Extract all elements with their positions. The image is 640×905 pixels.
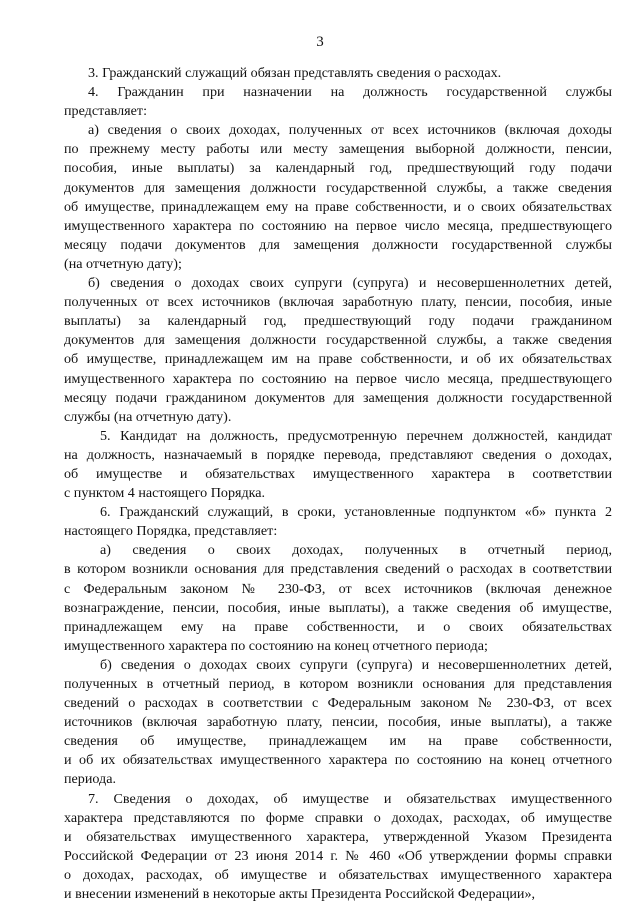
text-line: 5. Кандидат на должность, предусмотренную перечнем должностей, кандидат bbox=[100, 427, 612, 444]
paragraph bbox=[64, 427, 612, 503]
paragraph bbox=[64, 64, 612, 83]
text-line: на должность, назначаемый в порядке перевода, представляют сведения о доходах, bbox=[64, 446, 612, 463]
text-line: а) сведения о своих доходах, полученных от всех источников (включая доходы bbox=[88, 122, 612, 139]
text-line: имущественного характера по состоянию на первое число месяца, предшествующего bbox=[64, 370, 612, 387]
paragraph bbox=[64, 121, 612, 274]
text-line: имущественного характера по состоянию на первое число месяца, предшествующего bbox=[64, 217, 612, 234]
text-line: имущественного характера по состоянию на конец отчетного периода; bbox=[64, 637, 488, 654]
text-line: с Федеральным законом № 230-ФЗ, от всех источников (включая денежное bbox=[64, 580, 612, 597]
text-line: и внесении изменений в некоторые акты Президента Российской Федерации», bbox=[64, 886, 536, 903]
text-line: месяцу подачи гражданином документов для замещения должности государственной bbox=[64, 389, 612, 406]
text-line: и об их обязательствах имущественного характера по состоянию на конец отчетного bbox=[64, 752, 612, 769]
text-line: полученных в отчетный период, в котором возникли основания для представления bbox=[64, 676, 612, 692]
paragraph bbox=[64, 656, 612, 790]
text-line: службы (на отчетную дату). bbox=[64, 408, 232, 425]
text-line: сведения об имуществе, принадлежащем им на праве собственности, bbox=[64, 733, 612, 750]
text-line: б) сведения о доходах своих супруги (супруга) и несовершеннолетних детей, bbox=[100, 656, 612, 673]
text-line: документов для замещения должности государственной службы, а также сведения bbox=[64, 179, 612, 196]
text-line: пособия, иные выплаты) за календарный год, предшествующий году подачи bbox=[64, 160, 612, 177]
text-line: настоящего Порядка, представляет: bbox=[64, 523, 278, 540]
text-line: 4. Гражданин при назначении на должность государственной службы bbox=[88, 84, 612, 101]
paragraph bbox=[64, 541, 612, 656]
text-line: по прежнему месту работы или месту замещения выборной должности, пенсии, bbox=[64, 141, 612, 158]
text-line: в котором возникли основания для представления сведений о расходах в соответствии bbox=[64, 561, 612, 578]
text-line: с пунктом 4 настоящего Порядка. bbox=[64, 485, 266, 502]
text-line: Российской Федерации от 23 июня 2014 г. № 460 «Об утверждении формы справки bbox=[64, 847, 612, 864]
text-line: документов для замещения должности государственной службы, а также сведения bbox=[64, 332, 612, 349]
text-line: периода. bbox=[64, 771, 116, 788]
paragraph bbox=[64, 503, 612, 541]
text-line: источников (включая заработную плату, пенсии, пособия, иные выплаты), а также bbox=[64, 714, 612, 731]
text-line: а) сведения о своих доходах, полученных в отчетный период, bbox=[100, 542, 612, 559]
text-line: принадлежащем ему на праве собственности, и о своих обязательствах bbox=[64, 618, 612, 635]
document-body bbox=[64, 64, 612, 904]
paragraph bbox=[64, 790, 612, 905]
text-line: 3. Гражданский служащий обязан представлять сведения о расходах. bbox=[88, 65, 502, 81]
text-line: об имуществе, принадлежащем им на праве собственности, и об их обязательствах bbox=[64, 351, 612, 368]
text-line: об имуществе, принадлежащем ему на праве собственности, и о своих обязательствах bbox=[64, 198, 612, 215]
text-line: об имуществе и обязательствах имущественного характера в соответствии bbox=[64, 465, 612, 482]
paragraph bbox=[64, 274, 612, 427]
text-line: вознаграждение, пенсии, пособия, иные выплаты), а также сведения об имуществе, bbox=[64, 599, 612, 616]
text-line: характера представляются по форме справки о доходах, расходах, об имуществе bbox=[64, 809, 612, 826]
text-line: сведений о расходах в соответствии с Федеральным законом № 230-ФЗ, от всех bbox=[64, 695, 612, 712]
text-line: 6. Гражданский служащий, в сроки, установленные подпунктом «б» пункта 2 bbox=[100, 504, 612, 521]
text-line: и обязательствах имущественного характера, утвержденной Указом Президента bbox=[64, 828, 612, 845]
text-line: полученных от всех источников (включая заработную плату, пенсии, пособия, иные bbox=[64, 294, 612, 311]
text-line: (на отчетную дату); bbox=[64, 255, 182, 272]
page-number: 3 bbox=[316, 34, 324, 50]
text-line: выплаты) за календарный год, предшествующий году подачи гражданином bbox=[64, 313, 612, 330]
text-line: б) сведения о доходах своих супруги (супруга) и несовершеннолетних детей, bbox=[88, 275, 612, 292]
text-line: месяцу подачи документов для замещения должности государственной службы bbox=[64, 236, 612, 253]
text-line: о доходах, расходах, об имуществе и обязательствах имущественного характера bbox=[64, 866, 612, 883]
paragraph bbox=[64, 83, 612, 121]
text-line: представляет: bbox=[64, 103, 147, 120]
text-line: 7. Сведения о доходах, об имуществе и обязательствах имущественного bbox=[88, 790, 612, 807]
